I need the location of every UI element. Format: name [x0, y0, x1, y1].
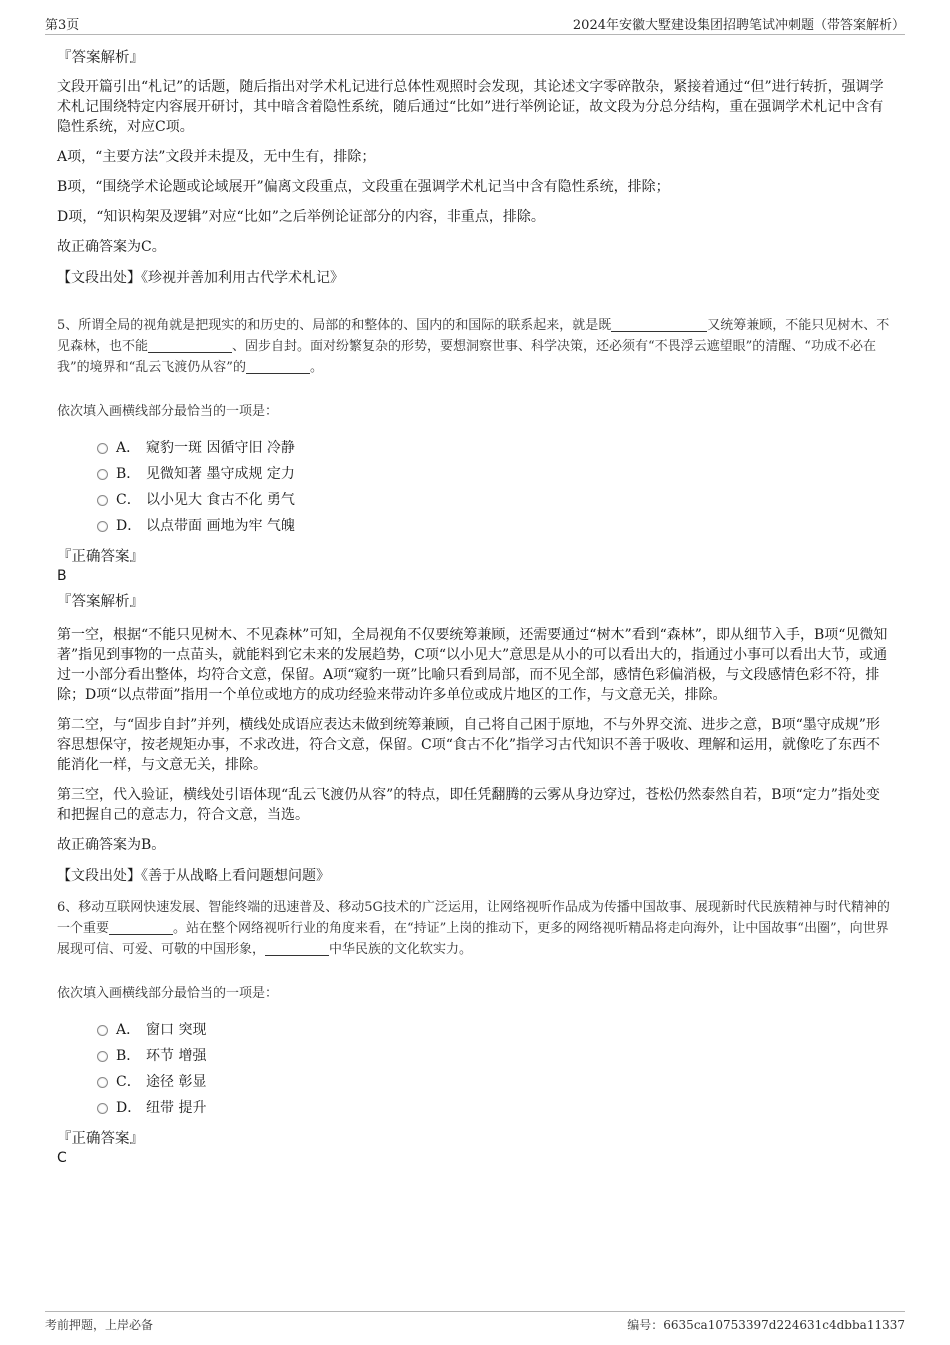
- question-6: [57, 897, 893, 1166]
- option-b[interactable]: B． 见微知著 墨守成规 定力: [97, 461, 893, 487]
- main-content: [57, 46, 893, 1172]
- radio-button[interactable]: [97, 443, 108, 454]
- document-title: 2024年安徽大墅建设集团招聘笔试冲刺题（带答案解析）: [572, 18, 905, 33]
- passage-source: 【文段出处】《善于从战略上看问题想问题》: [57, 868, 330, 884]
- analysis-paragraph: B项，“围绕学术论题或论域展开”偏离文段重点，文段重在强调学术札记当中含有隐性系统，排除；: [57, 179, 670, 195]
- option-list: [97, 1017, 893, 1121]
- analysis-paragraph: D项，“知识构架及逻辑”对应“比如”之后举例论证部分的内容，非重点，排除。: [57, 209, 545, 225]
- option-list: [97, 435, 893, 539]
- radio-button[interactable]: [97, 1103, 108, 1114]
- fill-blank: [148, 338, 232, 353]
- option-a[interactable]: A． 窥豹一斑 因循守旧 冷静: [97, 435, 893, 461]
- option-c[interactable]: C． 途径 彰显: [97, 1069, 893, 1095]
- page-number: 第3页: [45, 18, 80, 33]
- analysis-label: 『答案解析』: [57, 594, 144, 610]
- correct-answer: C: [57, 1150, 67, 1166]
- correct-answer: B: [57, 568, 67, 584]
- option-d[interactable]: D． 纽带 提升: [97, 1095, 893, 1121]
- radio-button[interactable]: [97, 495, 108, 506]
- fill-blank: [611, 317, 707, 332]
- radio-button[interactable]: [97, 1051, 108, 1062]
- correct-answer-label: 『正确答案』: [57, 549, 144, 565]
- analysis-paragraph: 文段开篇引出“札记”的话题，随后指出对学术札记进行总体性观照时会发现，其论述文字零碎散杂，紧接着通过“但”进行转折，强调学术札记围绕特定内容展开研讨，其中暗含着隐性系统，随后通过“比如”进行举例论证，故文段为分总分结构，重在强调学术札记中含有隐性系统，对应C项。: [57, 79, 884, 135]
- footer-slogan: 考前押题，上岸必备: [45, 1318, 154, 1332]
- question-stem: 6、移动互联网快速发展、智能终端的迅速普及、移动5G技术的广泛运用，让网络视听作品成为传播中国故事、展现新时代民族精神与时代精神的一个重要 。站在整个网络视听行业的角度来看，在“持证”上岗的推动下，更多的网络视听精品将走向海外，让中国故事“出圈”，向世界展现可信、可爱、可敬的中国形象， 中华民族的文化软实力。: [57, 900, 890, 957]
- analysis-paragraph: A项，“主要方法”文段并未提及，无中生有，排除；: [57, 149, 376, 165]
- option-b[interactable]: B． 环节 增强: [97, 1043, 893, 1069]
- analysis-label: 『答案解析』: [57, 50, 144, 66]
- radio-button[interactable]: [97, 1025, 108, 1036]
- question-prompt: 依次填入画横线部分最恰当的一项是：: [57, 986, 279, 1001]
- correct-answer-label: 『正确答案』: [57, 1131, 144, 1147]
- page-header: [45, 14, 905, 35]
- fill-blank: [109, 920, 173, 935]
- option-c[interactable]: C． 以小见大 食古不化 勇气: [97, 487, 893, 513]
- analysis-paragraph: 第三空，代入验证，横线处引语体现“乱云飞渡仍从容”的特点，即任凭翻腾的云雾从身边穿过，苍松仍然泰然自若，B项“定力”指处变和把握自己的意志力，符合文意，当选。: [57, 787, 880, 823]
- radio-button[interactable]: [97, 469, 108, 480]
- option-d[interactable]: D． 以点带面 画地为牢 气魄: [97, 513, 893, 539]
- question-stem: 5、所谓全局的视角就是把现实的和历史的、局部的和整体的、国内的和国际的联系起来，就是既 又统筹兼顾，不能只见树木、不见森林，也不能 、固步自封。面对纷繁复杂的形势，要想洞察世事、科学决策，还必须有“不畏浮云遮望眼”的清醒、“功成不必在我”的境界和“乱云飞渡仍从容”的 。: [57, 318, 890, 375]
- radio-button[interactable]: [97, 1077, 108, 1088]
- analysis-paragraph: 第二空，与“固步自封”并列，横线处成语应表达未做到统筹兼顾，自己将自己困于原地，不与外界交流、进步之意，B项“墨守成规”形容思想保守，按老规矩办事，不求改进，符合文意，保留。C项“食古不化”指学习古代知识不善于吸收、理解和运用，就像吃了东西不能消化一样，与文意无关，排除。: [57, 717, 881, 773]
- analysis-conclusion: 故正确答案为C。: [57, 239, 166, 255]
- question-5: [57, 315, 893, 885]
- passage-source: 【文段出处】《珍视并善加利用古代学术札记》: [57, 270, 344, 286]
- page-footer: [45, 1311, 905, 1334]
- document-code: 编号：6635ca10753397d224631c4dbba11337: [627, 1318, 905, 1332]
- analysis-conclusion: 故正确答案为B。: [57, 837, 166, 853]
- question-prompt: 依次填入画横线部分最恰当的一项是：: [57, 404, 279, 419]
- fill-blank: [246, 359, 310, 374]
- radio-button[interactable]: [97, 521, 108, 532]
- question-4-analysis: [57, 46, 893, 287]
- fill-blank: [265, 941, 329, 956]
- option-a[interactable]: A． 窗口 突现: [97, 1017, 893, 1043]
- analysis-paragraph: 第一空，根据“不能只见树木、不见森林”可知，全局视角不仅要统筹兼顾，还需要通过“树木”看到“森林”，即从细节入手，B项“见微知著”指见到事物的一点苗头，就能料到它未来的发展趋势，C项“以小见大”意思是从小的可以看出大的，指通过小事可以看出大节，或通过一小部分看出整体，均符合文意，保留。A项“窥豹一斑”比喻只看到局部，而不见全部，感情色彩偏消极，与文段感情色彩不符，排除；D项“以点带面”指用一个单位或地方的成功经验来带动许多单位或成片地区的工作，与文意无关，排除。: [57, 627, 888, 703]
